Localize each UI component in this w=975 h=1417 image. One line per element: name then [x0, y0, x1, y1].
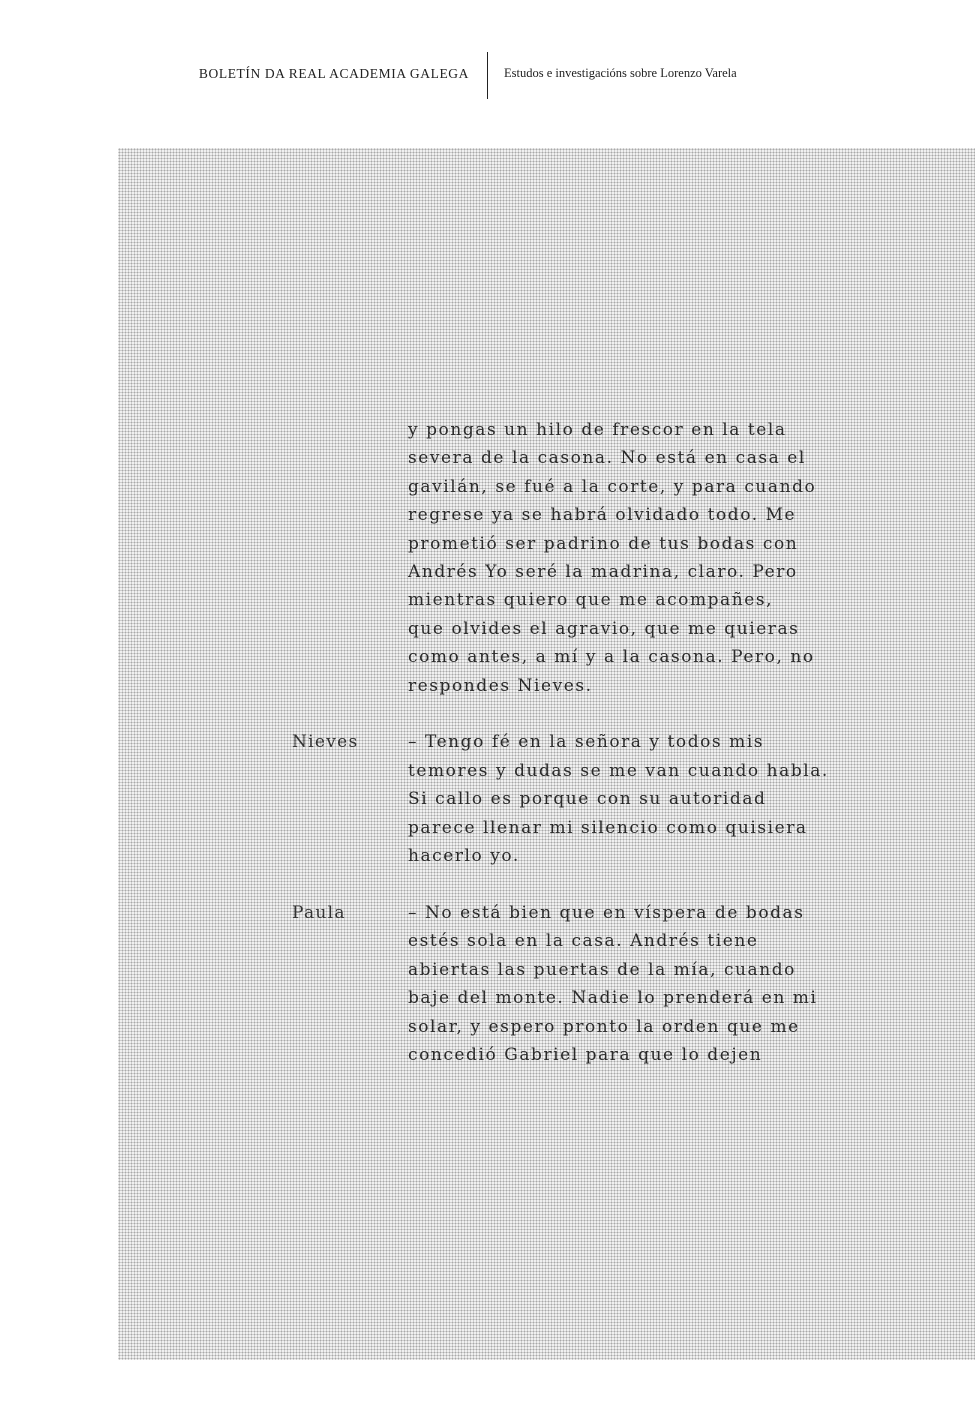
dialogue-entry-nieves — [118, 728, 975, 870]
text-line: Si callo es porque con su autoridad — [408, 789, 767, 810]
speech-text — [408, 728, 848, 870]
text-line: hacerlo yo. — [408, 846, 520, 867]
text-line: estés sola en la casa. Andrés tiene — [408, 931, 759, 952]
text-line: gavilán, se fué a la corte, y para cuando — [408, 476, 817, 497]
dialogue-entry-paula — [118, 899, 975, 1069]
text-line: abiertas las puertas de la mía, cuando — [408, 959, 796, 980]
section-title: Estudos e investigacións sobre Lorenzo Varela — [504, 66, 737, 80]
speaker-name: Paula — [292, 902, 346, 923]
text-line: – Tengo fé en la señora y todos mis — [408, 732, 765, 753]
text-line: y pongas un hilo de frescor en la tela — [408, 420, 787, 440]
text-line: temores y dudas se me van cuando habla. — [408, 760, 829, 781]
running-head — [0, 52, 975, 100]
speech-text — [408, 416, 848, 700]
dialogue-continuation — [118, 416, 975, 700]
text-line: Andrés Yo seré la madrina, claro. Pero — [408, 562, 798, 583]
dialogue-script — [118, 416, 975, 1069]
text-line: severa de la casona. No está en casa el — [408, 448, 806, 469]
scanned-typescript-panel — [118, 148, 975, 1360]
speech-text — [408, 899, 848, 1069]
text-line: baje del monte. Nadie lo prenderá en mi — [408, 988, 818, 1009]
text-line: concedió Gabriel para que lo dejen — [408, 1044, 763, 1065]
text-line: regrese ya se habrá olvidado todo. Me — [408, 505, 797, 526]
text-line: parece llenar mi silencio como quisiera — [408, 817, 808, 838]
header-divider — [487, 52, 488, 99]
speaker-name: Nieves — [292, 732, 359, 753]
text-line: como antes, a mí y a la casona. Pero, no — [408, 647, 815, 668]
spacer — [118, 870, 975, 898]
text-line: solar, y espero pronto la orden que me — [408, 1016, 800, 1037]
journal-title: BOLETÍN DA REAL ACADEMIA GALEGA — [198, 66, 469, 81]
text-line: que olvides el agravio, que me quieras — [408, 618, 800, 639]
text-line: – No está bien que en víspera de bodas — [408, 902, 805, 923]
text-line: prometió ser padrino de tus bodas con — [408, 533, 799, 554]
spacer — [118, 700, 975, 728]
text-line: mientras quiero que me acompañes, — [408, 590, 774, 611]
text-line: respondes Nieves. — [408, 675, 593, 696]
